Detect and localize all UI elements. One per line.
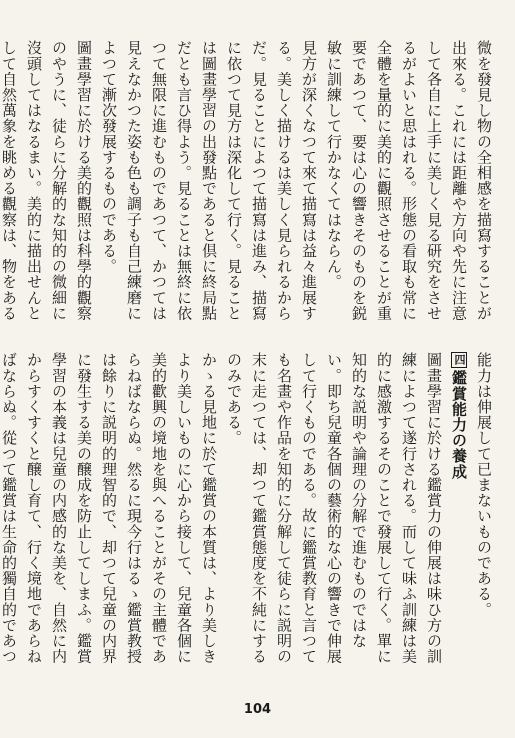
top-text-column bbox=[0, 40, 496, 325]
paragraph: 圖畫學習に於ける鑑賞力の伸展は味ひ方の訓練によつて遂行される。而して味ふ訓練は美的に感激するそのことで發展して行く。單に知的な説明や論理の分解で進むものではない。即ち兒童各個の藝術的な心の響きで伸展して行くものである。故に鑑賞教育と言つても名畫や作品を知的に分解して徒らに説明の末に走つては、却つて鑑賞態度を不純にするのみである。 bbox=[225, 352, 443, 664]
bottom-text-column bbox=[0, 352, 496, 670]
paragraph: 微を發見し物の全相感を描寫することが出來る。これには距離や方向や先に注意して各自に上手に美しく見る研究をさせるがよいと思はれる。形態の看取も常に全體を量的に美的に觀照させることが重要であつて、要は心の響きそのものを鋭敏に訓練して行かなくてはならん。 bbox=[325, 40, 493, 321]
section-number-mark: 四 bbox=[451, 352, 467, 368]
section-heading-title: 鑑賞能力の養成 bbox=[450, 370, 468, 480]
section-heading bbox=[446, 352, 471, 670]
paragraph: かゝる見地に於て鑑賞の本質は、より美しきより美しいものに心から接して、兒童各個に美的歡興の境地を與へることがその主體であらねばならぬ。然るに現今行はるゝ鑑賞教授は餘りに説明的理智的で、却つて兒童の内界に發生する美の醸成を防止してしまふ。鑑賞學習の本義は兒童の内感的な美を、自然に内からすくすくと醸し育て、行く境地であらねばならぬ。從つて鑑賞は生命的獨自的であつ bbox=[0, 352, 218, 664]
page-number: 104 bbox=[243, 702, 272, 717]
paragraph: 見方が深くなつて來て描寫は益々進展する。美しく描けるは美しく見られるからだ。見ることによつて描寫は進み、描寫に依つて見方は深化して行く。見ることは圖畫學習の出發點であると倶に終局點だとも言ひ得よう。見ることは無終に依つて無限に進むものであつて、かつては見えなかつた姿も色も調子も自己練磨によつて漸次發展するものである。 bbox=[100, 40, 318, 321]
paragraph: 能力は伸展して已まないものである。 bbox=[475, 352, 493, 618]
paragraph: 圖畫學習に於ける美的觀照は科學的觀察のやうに、徒らに分解的な知的の微細に沒頭してはなるまい。美的に描出せんとして自然萬象を眺める觀察は、物をある bbox=[0, 40, 93, 321]
